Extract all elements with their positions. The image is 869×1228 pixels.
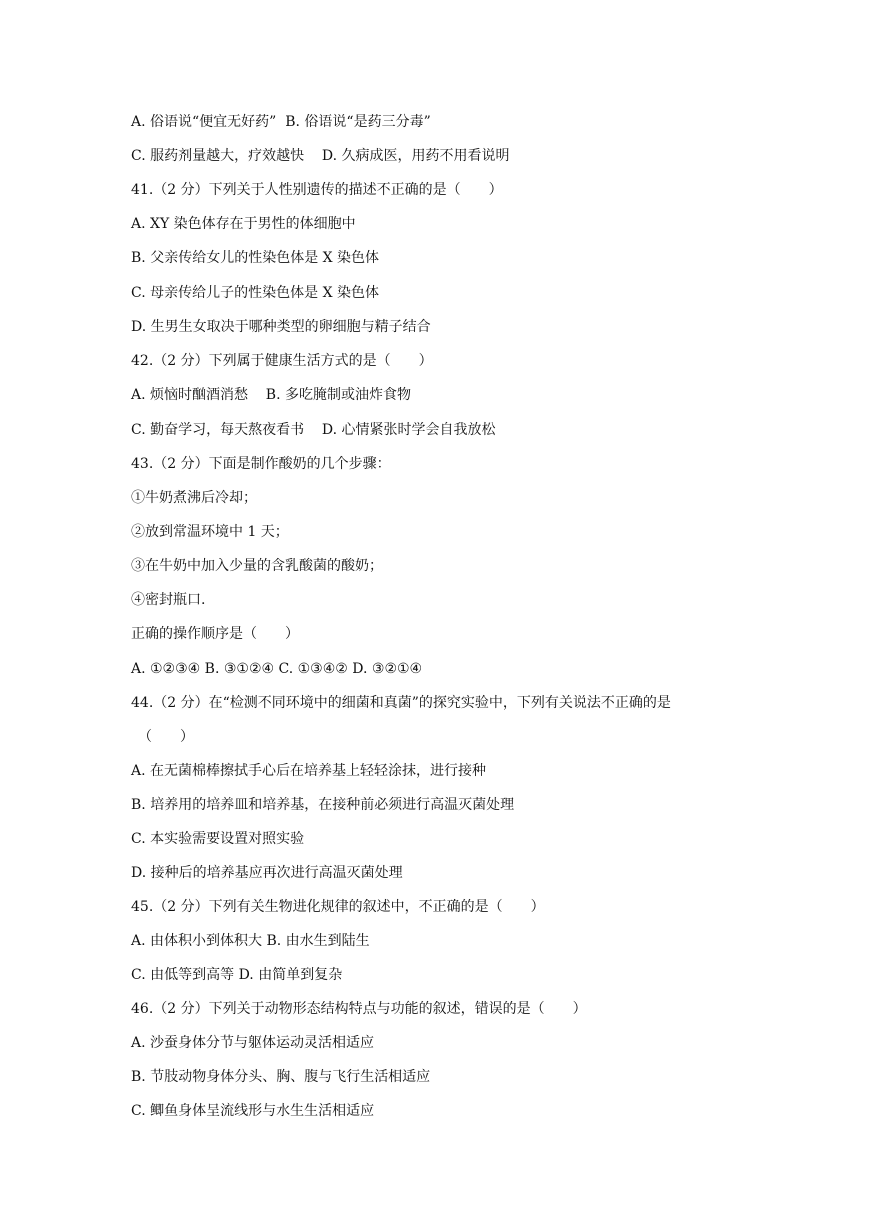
option-line: D. 生男生女取决于哪种类型的卵细胞与精子结合 (131, 319, 431, 335)
option-line: B. 培养用的培养皿和培养基，在接种前必须进行高温灭菌处理 (131, 797, 515, 813)
question-45: 45.（2 分）下列有关生物进化规律的叙述中，不正确的是（ ） (131, 899, 545, 915)
question-44: 44.（2 分）在“检测不同环境中的细菌和真菌”的探究实验中，下列有关说法不正确的是 (131, 695, 671, 711)
option-line: A. 在无菌棉棒擦拭手心后在培养基上轻轻涂抹，进行接种 (131, 763, 487, 779)
step-line: ③在牛奶中加入少量的含乳酸菌的酸奶； (131, 558, 383, 574)
option-line: C. 鲫鱼身体呈流线形与水生生活相适应 (131, 1103, 375, 1119)
option-line: A. 由体积小到体积大 B. 由水生到陆生 (131, 933, 370, 949)
option-line: A. 俗语说“便宜无好药” B. 俗语说“是药三分毒” (131, 114, 431, 130)
step-line: ④密封瓶口. (131, 592, 206, 608)
question-44-blank: （ ） (138, 729, 194, 745)
option-line: C. 由低等到高等 D. 由简单到复杂 (131, 967, 343, 983)
option-line: A. 沙蚕身体分节与躯体运动灵活相适应 (131, 1035, 375, 1051)
option-line: C. 服药剂量越大，疗效越快 D. 久病成医，用药不用看说明 (131, 148, 510, 164)
option-line: B. 父亲传给女儿的性染色体是 X 染色体 (131, 250, 380, 266)
option-line: A. XY 染色体存在于男性的体细胞中 (131, 216, 356, 232)
question-43: 43.（2 分）下面是制作酸奶的几个步骤： (131, 456, 391, 472)
option-line: C. 勤奋学习，每天熬夜看书 D. 心情紧张时学会自我放松 (131, 422, 496, 438)
question-41: 41.（2 分）下列关于人性别遗传的描述不正确的是（ ） (131, 182, 503, 198)
option-line: C. 本实验需要设置对照实验 (131, 831, 305, 847)
question-46: 46.（2 分）下列关于动物形态结构特点与功能的叙述，错误的是（ ） (131, 1001, 587, 1017)
option-line: A. ①②③④ B. ③①②④ C. ①③④② D. ③②①④ (131, 661, 423, 677)
question-42: 42.（2 分）下列属于健康生活方式的是（ ） (131, 353, 433, 369)
option-line: B. 节肢动物身体分头、胸、腹与飞行生活相适应 (131, 1069, 431, 1085)
step-line: ①牛奶煮沸后冷却； (131, 490, 257, 506)
option-line: D. 接种后的培养基应再次进行高温灭菌处理 (131, 865, 403, 881)
question-prompt: 正确的操作顺序是（ ） (131, 626, 299, 642)
option-line: A. 烦恼时酗酒消愁 B. 多吃腌制或油炸食物 (131, 387, 411, 403)
step-line: ②放到常温环境中 1 天； (131, 524, 289, 540)
option-line: C. 母亲传给儿子的性染色体是 X 染色体 (131, 285, 379, 301)
